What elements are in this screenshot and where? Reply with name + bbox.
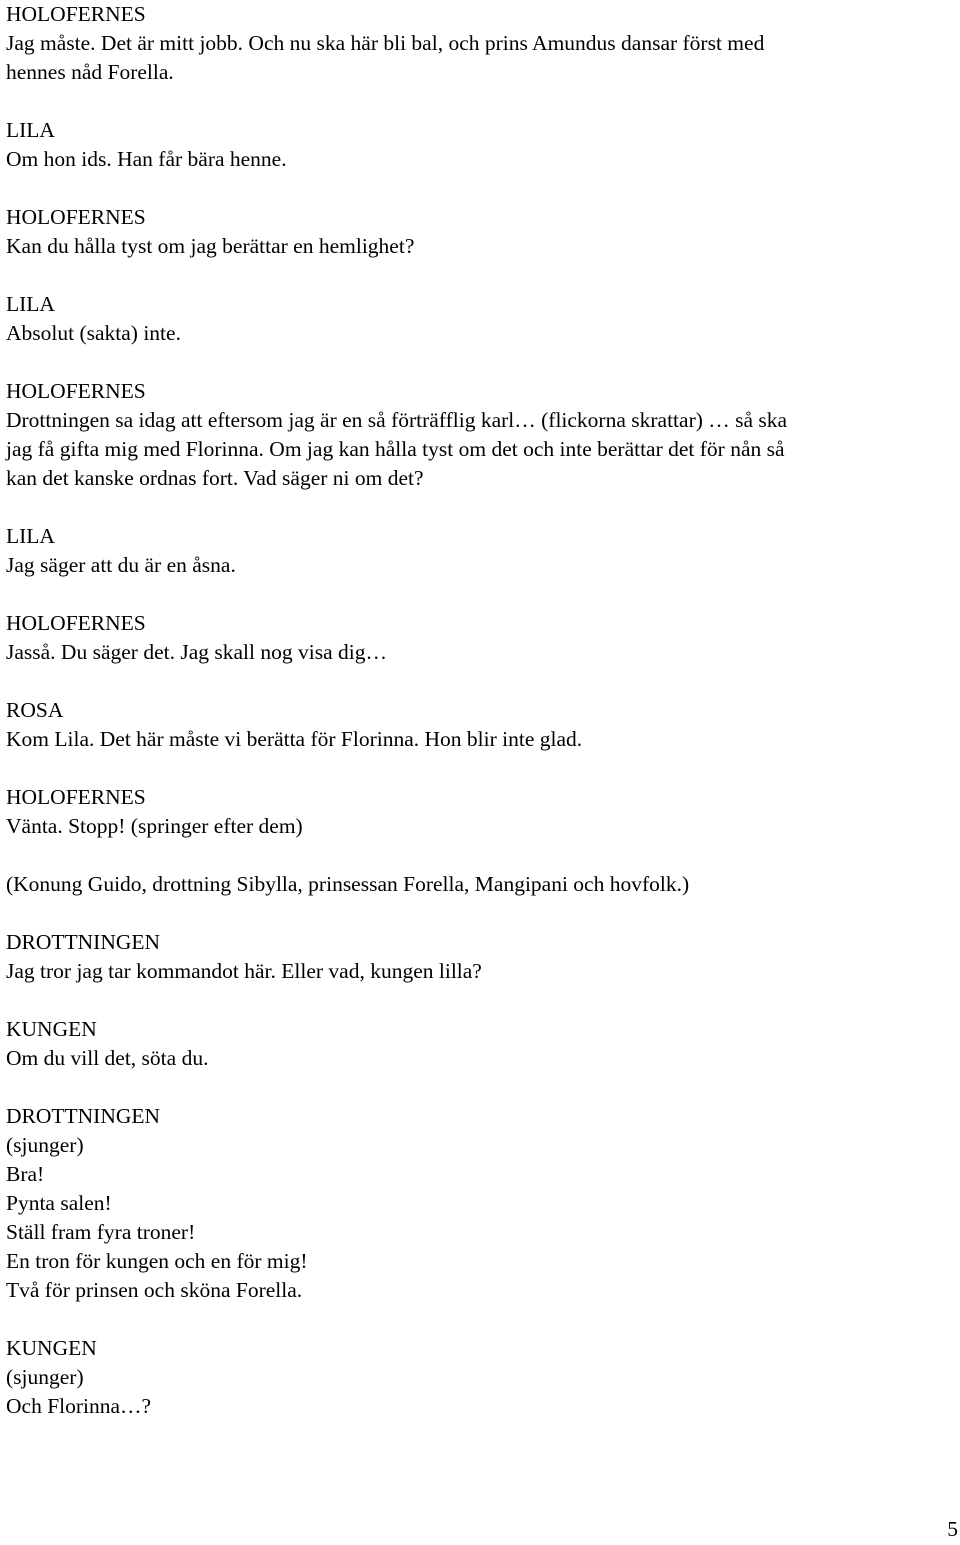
dialogue-block	[6, 783, 946, 841]
speaker-name: KUNGEN	[6, 1336, 97, 1360]
dialogue-line: kan det kanske ordnas fort. Vad säger ni om det?	[6, 466, 424, 490]
speaker-name: HOLOFERNES	[6, 2, 146, 26]
dialogue-line: Jag måste. Det är mitt jobb. Och nu ska här bli bal, och prins Amundus dansar först med	[6, 31, 765, 55]
dialogue-block	[6, 609, 946, 667]
song-line: Och Florinna…?	[6, 1394, 152, 1418]
dialogue-block	[6, 522, 946, 580]
stage-direction: (sjunger)	[6, 1365, 84, 1389]
dialogue-line: jag få gifta mig med Florinna. Om jag kan hålla tyst om det och inte berättar det för nån så	[6, 437, 785, 461]
speaker-name: HOLOFERNES	[6, 205, 146, 229]
stage-direction: (Konung Guido, drottning Sibylla, prinsessan Forella, Mangipani och hovfolk.)	[6, 872, 690, 896]
speaker-name: LILA	[6, 118, 55, 142]
dialogue-line: Vänta. Stopp! (springer efter dem)	[6, 814, 303, 838]
song-line: En tron för kungen och en för mig!	[6, 1249, 308, 1273]
dialogue-line: Jasså. Du säger det. Jag skall nog visa dig…	[6, 640, 387, 664]
song-line: Pynta salen!	[6, 1191, 112, 1215]
song-line: Bra!	[6, 1162, 45, 1186]
dialogue-block	[6, 696, 946, 754]
speaker-name: HOLOFERNES	[6, 379, 146, 403]
dialogue-line: hennes nåd Forella.	[6, 60, 174, 84]
dialogue-block	[6, 290, 946, 348]
speaker-name: HOLOFERNES	[6, 785, 146, 809]
speaker-name: DROTTNINGEN	[6, 1104, 161, 1128]
dialogue-block	[6, 1015, 946, 1073]
dialogue-line: Absolut (sakta) inte.	[6, 321, 181, 345]
script-page	[6, 0, 946, 1421]
speaker-name: LILA	[6, 292, 55, 316]
dialogue-line: Kan du hålla tyst om jag berättar en hemlighet?	[6, 234, 415, 258]
speaker-name: LILA	[6, 524, 55, 548]
stage-direction: (sjunger)	[6, 1133, 84, 1157]
dialogue-line: Jag tror jag tar kommandot här. Eller vad, kungen lilla?	[6, 959, 482, 983]
song-block	[6, 1102, 946, 1305]
song-line: Två för prinsen och sköna Forella.	[6, 1278, 303, 1302]
dialogue-line: Om du vill det, söta du.	[6, 1046, 209, 1070]
dialogue-block	[6, 928, 946, 986]
dialogue-block	[6, 0, 946, 87]
dialogue-line: Om hon ids. Han får bära henne.	[6, 147, 287, 171]
song-block	[6, 1334, 946, 1421]
stage-direction-block	[6, 870, 946, 899]
dialogue-block	[6, 377, 946, 493]
dialogue-line: Drottningen sa idag att eftersom jag är en så förträfflig karl… (flickorna skrattar) … så ska	[6, 408, 788, 432]
page-number: 5	[947, 1517, 958, 1541]
speaker-name: HOLOFERNES	[6, 611, 146, 635]
dialogue-line: Kom Lila. Det här måste vi berätta för Florinna. Hon blir inte glad.	[6, 727, 583, 751]
dialogue-block	[6, 116, 946, 174]
song-line: Ställ fram fyra troner!	[6, 1220, 196, 1244]
dialogue-block	[6, 203, 946, 261]
speaker-name: KUNGEN	[6, 1017, 97, 1041]
dialogue-line: Jag säger att du är en åsna.	[6, 553, 236, 577]
speaker-name: ROSA	[6, 698, 64, 722]
speaker-name: DROTTNINGEN	[6, 930, 161, 954]
